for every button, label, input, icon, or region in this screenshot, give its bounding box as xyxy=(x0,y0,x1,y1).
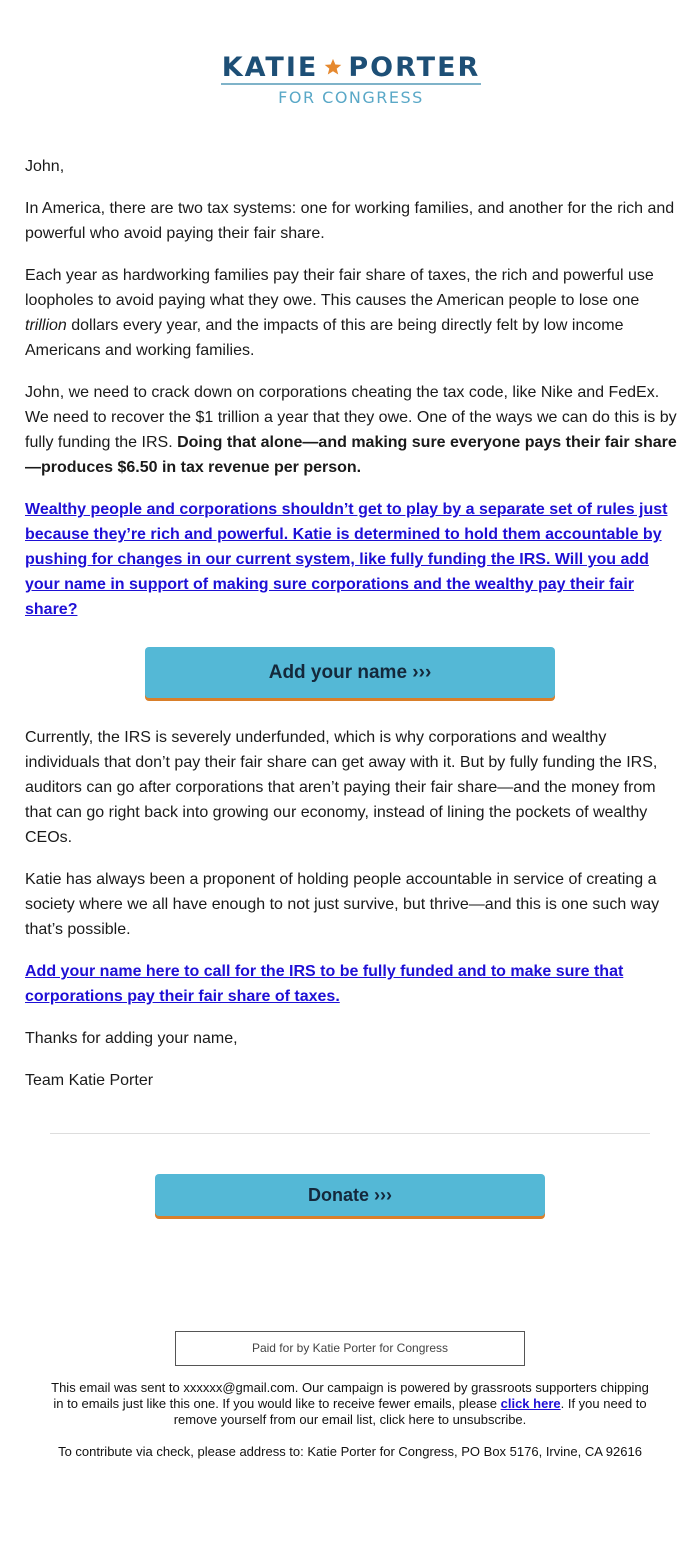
donate-button[interactable]: Donate ››› xyxy=(155,1174,545,1216)
paragraph-loopholes-text: Each year as hardworking families pay their fair share of taxes, the rich and powerful use loopholes to avoid paying what they owe. This causes the American people to lose one xyxy=(25,267,654,309)
paid-for-disclaimer: Paid for by Katie Porter for Congress xyxy=(175,1331,525,1366)
paragraph-link-petition xyxy=(25,497,677,622)
paragraph-crack-down-text: John, we need to crack down on corporations cheating the tax code, like Nike and FedEx. We need to recover the $1 trillion a year that they owe. One of the ways we can do this is by fully funding the IRS. xyxy=(25,384,677,451)
fewer-emails-link[interactable]: click here xyxy=(500,1396,561,1411)
paragraph-loopholes xyxy=(25,263,677,363)
irs-petition-link[interactable]: Add your name here to call for the IRS to be fully funded and to make sure that corporations pay their fair share of taxes. xyxy=(25,963,624,1005)
campaign-logo xyxy=(0,50,700,110)
paragraph-crack-down xyxy=(25,380,677,480)
logo-word-katie: KATIE xyxy=(221,51,319,83)
petition-link[interactable]: Wealthy people and corporations shouldn’t get to play by a separate set of rules just because they’re rich and powerful. Katie is determined to hold them accountable by pushing for changes in our current system, like fully funding the IRS. Will you add your name in support of making sure corporations and the wealthy pay their fair share? xyxy=(25,501,668,618)
logo-word-porter: PORTER xyxy=(348,51,481,83)
email-body-upper xyxy=(25,154,677,639)
section-divider xyxy=(50,1133,650,1134)
logo-subtitle: FOR CONGRESS xyxy=(278,88,424,107)
star-icon xyxy=(324,58,342,76)
logo-wordmark xyxy=(221,50,481,84)
paragraph-tax-systems: In America, there are two tax systems: one for working families, and another for the rich and powerful who avoid paying their fair share. xyxy=(25,200,675,242)
emphasis-trillion: trillion xyxy=(25,317,67,334)
logo-divider xyxy=(221,83,481,85)
footer-notice xyxy=(50,1380,650,1428)
paragraph-underfunded: Currently, the IRS is severely underfunded, which is why corporations and wealthy individuals that don’t pay their fair share can get away with it. But by fully funding the IRS, auditors can go after corporations that aren’t paying their fair share—and the money from that can go right back into growing our economy, instead of lining the pockets of wealthy CEOs. xyxy=(25,729,658,846)
paragraph-crack-down-bold: Doing that alone—and making sure everyone pays their fair share—produces $6.50 in tax revenue per person. xyxy=(25,434,677,476)
paragraph-loopholes-end: dollars every year, and the impacts of this are being directly felt by low income Americans and working families. xyxy=(25,317,624,359)
thanks-line: Thanks for adding your name, xyxy=(25,1030,238,1047)
paragraph-accountable: Katie has always been a proponent of holding people accountable in service of creating a society where we all have enough to not just survive, but thrive—and this is one such way that’s possible. xyxy=(25,871,660,938)
signature: Team Katie Porter xyxy=(25,1072,154,1089)
email-footer xyxy=(50,1380,650,1476)
footer-unsubscribe-text: . If you need to remove yourself from our email list, click here to unsubscribe. xyxy=(173,1396,647,1427)
email-body-lower xyxy=(25,725,677,1110)
paragraph-link-irs xyxy=(25,959,677,1009)
add-your-name-button[interactable]: Add your name ››› xyxy=(145,647,555,698)
check-address: To contribute via check, please address to: Katie Porter for Congress, PO Box 5176, Irvine, CA 92616 xyxy=(58,1444,642,1459)
footer-notice-text: This email was sent to xxxxxx@gmail.com. Our campaign is powered by grassroots supporters chipping in to emails just like this one. If you would like to receive fewer emails, please xyxy=(51,1380,649,1411)
greeting: John, xyxy=(25,158,65,175)
